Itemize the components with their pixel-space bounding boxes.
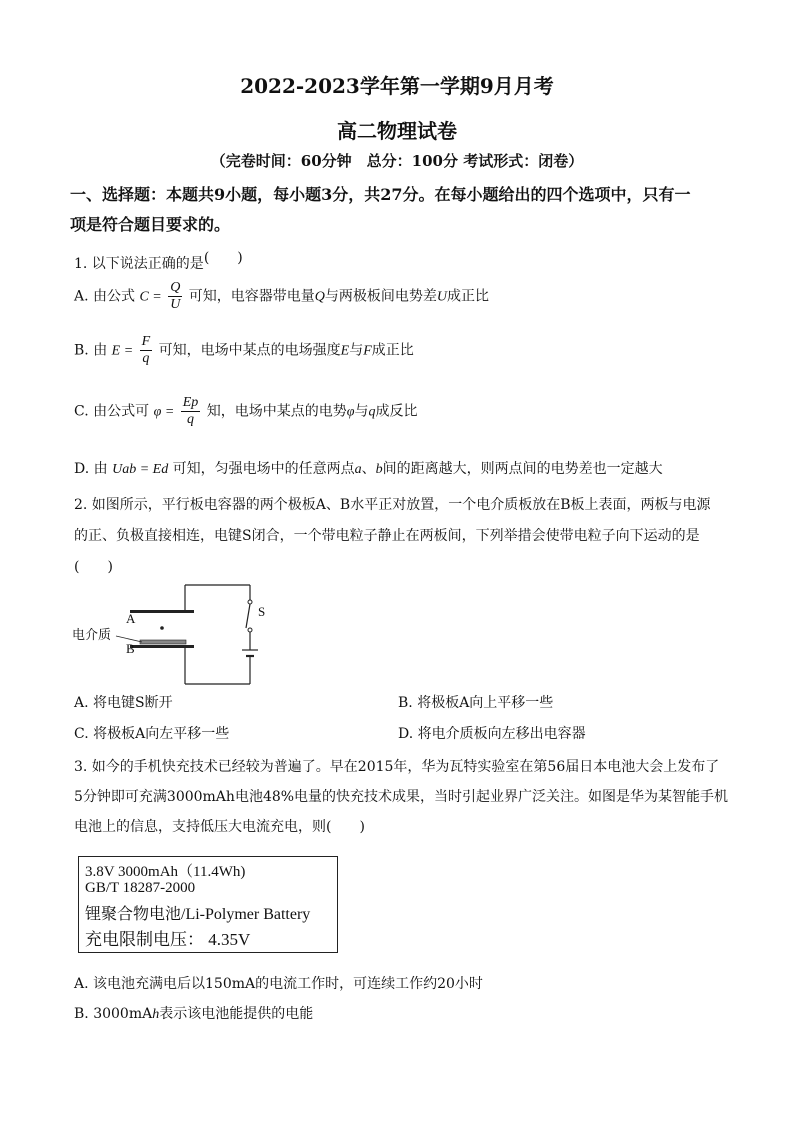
q1-a-formula-lhs: C = bbox=[139, 289, 162, 305]
q1-c-den: q bbox=[187, 412, 195, 427]
q1-c-prefix: C. 由公式可 bbox=[74, 403, 150, 420]
q1-c-formula-lhs: φ = bbox=[153, 404, 175, 420]
q1-c-fraction bbox=[181, 395, 201, 428]
q1-d-formula: Uab = Ed bbox=[112, 462, 169, 477]
q1-d-suffix: 可知，匀强电场中的任意两点 bbox=[172, 461, 355, 477]
switch-terminal-top bbox=[248, 600, 252, 604]
q2-option-d: D. 将电介质板向左移出电容器 bbox=[398, 726, 586, 742]
q1-b-end: 成正比 bbox=[371, 342, 414, 359]
question-2-paren: ( ) bbox=[74, 559, 113, 575]
question-3-line3 bbox=[74, 816, 365, 836]
q1-option-d bbox=[74, 458, 663, 478]
q1-b-mid: 与 bbox=[349, 342, 364, 359]
q3-b-h: h bbox=[152, 1007, 160, 1022]
q1-d-sep: 、 bbox=[361, 461, 376, 477]
switch-arm bbox=[246, 604, 250, 628]
exam-title: 2022-2023学年第一学期9月月考 bbox=[240, 74, 554, 98]
question-2-line2: 的正、负极直接相连，电键S闭合，一个带电粒子静止在两板间，下列举措会使带电粒子向下运动的是 bbox=[74, 528, 700, 544]
battery-spec-line1: 3.8V 3000mAh（11.4Wh) bbox=[85, 864, 246, 880]
label-plate-b: B bbox=[126, 641, 135, 656]
q1-b-suffix: 可知，电场中某点的电场强度 bbox=[158, 342, 341, 359]
q1-d-end: 间的距离越大，则两点间的电势差也一定越大 bbox=[382, 461, 663, 477]
question-3-line1: 3. 如今的手机快充技术已经较为普遍了。早在2015年，华为瓦特实验室在第56届日本电池大会上发布了 bbox=[74, 759, 720, 775]
q1-d-var-b: b bbox=[375, 462, 383, 477]
exam-subject: 高二物理试卷 bbox=[337, 119, 457, 143]
q1-a-num: Q bbox=[170, 280, 181, 295]
battery-label-box bbox=[78, 856, 338, 953]
q1-a-mid: 与两极板间电势差 bbox=[324, 288, 437, 305]
question-2-line1: 2. 如图所示，平行板电容器的两个极板A、B水平正对放置，一个电介质板放在B板上表面，两板与电源 bbox=[74, 497, 711, 513]
q1-option-b bbox=[74, 334, 414, 367]
q2-option-b: B. 将极板A向上平移一些 bbox=[398, 695, 554, 711]
q1-option-c bbox=[74, 395, 418, 428]
q1-a-prefix: A. 由公式 bbox=[74, 288, 136, 305]
q2-option-c: C. 将极板A向左平移一些 bbox=[74, 726, 230, 742]
q1-d-prefix: D. 由 bbox=[74, 461, 108, 477]
section-heading-line1: 一、选择题：本题共9小题，每小题3分，共27分。在每小题给出的四个选项中，只有一 bbox=[70, 185, 691, 204]
switch-terminal-bottom bbox=[248, 628, 252, 632]
q1-option-a bbox=[74, 280, 489, 313]
q1-b-var-e: E bbox=[340, 343, 350, 359]
q1-a-den: U bbox=[170, 297, 181, 312]
q3-line3-text: 电池上的信息，支持低压大电流充电，则 bbox=[74, 819, 326, 835]
q1-a-end: 成正比 bbox=[447, 288, 490, 305]
q1-c-num: Ep bbox=[182, 395, 199, 410]
plate-b bbox=[130, 645, 194, 648]
battery-spec-line4: 充电限制电压： 4.35V bbox=[85, 930, 251, 949]
q1-b-formula-lhs: E = bbox=[111, 343, 134, 359]
q1-b-den: q bbox=[142, 351, 150, 366]
q3-option-b bbox=[74, 1003, 313, 1023]
q1-b-var-f: F bbox=[363, 343, 372, 359]
plate-a bbox=[130, 610, 194, 613]
q3-paren: ( ) bbox=[326, 819, 365, 835]
q2-option-a: A. 将电键S断开 bbox=[74, 695, 173, 711]
q1-c-suffix: 知，电场中某点的电势 bbox=[206, 403, 347, 420]
exam-info: （完卷时间：60分钟 总分：100分 考试形式：闭卷） bbox=[210, 152, 584, 170]
q1-b-fraction bbox=[140, 334, 153, 367]
label-plate-a: A bbox=[126, 611, 136, 626]
q1-c-end: 成反比 bbox=[375, 403, 418, 420]
q1-c-var-phi: φ bbox=[346, 404, 355, 420]
q1-c-var-q: q bbox=[368, 404, 376, 420]
charged-particle bbox=[160, 626, 164, 630]
q1-c-mid: 与 bbox=[354, 403, 369, 420]
battery-spec-line2: GB/T 18287-2000 bbox=[85, 880, 196, 896]
question-1-stem bbox=[74, 250, 243, 273]
question-3-line2: 5分钟即可充满3000mAh电池48%电量的快充技术成果，当时引起业界广泛关注。如图是华为某智能手机 bbox=[74, 789, 729, 805]
q1-a-var-u: U bbox=[436, 289, 448, 305]
q1-b-prefix: B. 由 bbox=[74, 342, 108, 359]
label-switch-s: S bbox=[258, 604, 266, 619]
q1-d-var-a: a bbox=[354, 462, 362, 477]
battery-spec-line3: 锂聚合物电池/Li-Polymer Battery bbox=[85, 906, 311, 923]
q1-a-var-q: Q bbox=[314, 289, 325, 305]
q1-a-fraction bbox=[168, 280, 182, 313]
q1-b-num: F bbox=[141, 334, 151, 349]
q3-b-prefix: B. 3000mA bbox=[74, 1006, 153, 1022]
section-heading-line2: 项是符合题目要求的。 bbox=[70, 215, 231, 234]
q3-b-suffix: 表示该电池能提供的电能 bbox=[159, 1006, 314, 1022]
label-dielectric: 电介质 bbox=[72, 628, 112, 643]
q3-option-a: A. 该电池充满电后以150mA的电流工作时，可连续工作约20小时 bbox=[74, 976, 483, 992]
q1-stem-text: 1. 以下说法正确的是 bbox=[74, 256, 204, 272]
q1-a-suffix: 可知，电容器带电量 bbox=[188, 288, 315, 305]
q1-paren: ( ) bbox=[203, 250, 243, 266]
dielectric-slab bbox=[140, 640, 186, 644]
